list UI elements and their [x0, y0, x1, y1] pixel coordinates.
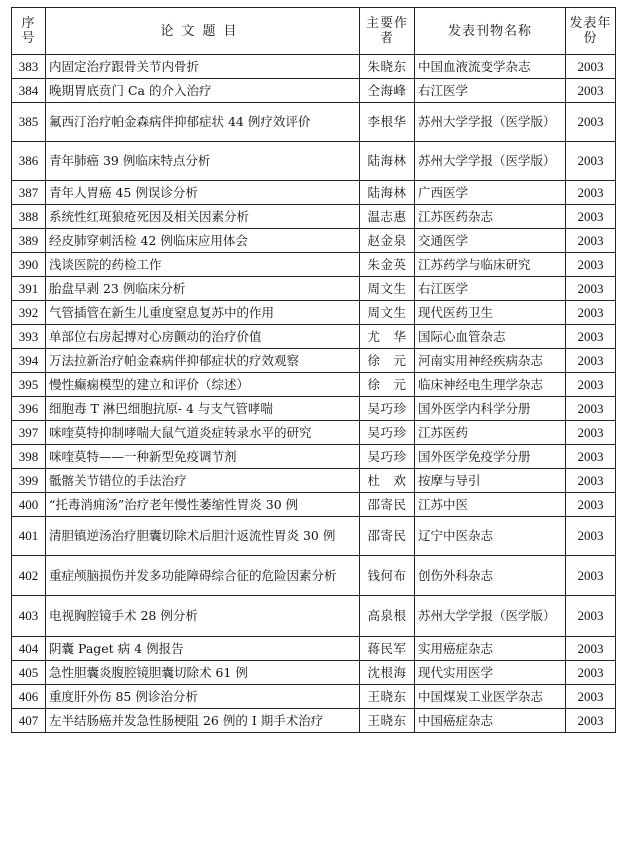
- header-row: [12, 8, 616, 55]
- author-name: 温志惠: [360, 205, 415, 229]
- row-number: 393: [12, 325, 46, 349]
- publish-year: 2003: [566, 142, 616, 181]
- row-number: 399: [12, 469, 46, 493]
- header-year: 发表年份: [566, 8, 616, 55]
- table-row: [12, 205, 616, 229]
- row-number: 401: [12, 517, 46, 556]
- journal-name: 国外医学免疫学分册: [415, 445, 566, 469]
- paper-title: 浅谈医院的药检工作: [46, 253, 360, 277]
- paper-title: 咪喹莫特抑制哮喘大鼠气道炎症转录水平的研究: [46, 421, 360, 445]
- publish-year: 2003: [566, 253, 616, 277]
- paper-title: 单部位右房起搏对心房颤动的治疗价值: [46, 325, 360, 349]
- row-number: 402: [12, 556, 46, 596]
- table-row: [12, 469, 616, 493]
- author-name: 仝海峰: [360, 79, 415, 103]
- author-name: 徐 元: [360, 373, 415, 397]
- row-number: 385: [12, 103, 46, 142]
- journal-name: 右江医学: [415, 79, 566, 103]
- table-row: [12, 142, 616, 181]
- author-name: 钱何布: [360, 556, 415, 596]
- publish-year: 2003: [566, 205, 616, 229]
- journal-name: 国际心血管杂志: [415, 325, 566, 349]
- publish-year: 2003: [566, 103, 616, 142]
- paper-title: 经皮肺穿刺活检 42 例临床应用体会: [46, 229, 360, 253]
- author-name: 朱晓东: [360, 55, 415, 79]
- row-number: 403: [12, 596, 46, 637]
- paper-title: 内固定治疗跟骨关节内骨折: [46, 55, 360, 79]
- publish-year: 2003: [566, 709, 616, 733]
- journal-name: 苏州大学学报（医学版）: [415, 596, 566, 637]
- header-journal: 发表刊物名称: [415, 8, 566, 55]
- author-name: 尤 华: [360, 325, 415, 349]
- journal-name: 苏州大学学报（医学版）: [415, 142, 566, 181]
- document-page: [11, 7, 615, 733]
- table-row: [12, 596, 616, 637]
- paper-title: 阴囊 Paget 病 4 例报告: [46, 637, 360, 661]
- author-name: 王晓东: [360, 709, 415, 733]
- publish-year: 2003: [566, 637, 616, 661]
- table-row: [12, 556, 616, 596]
- publish-year: 2003: [566, 661, 616, 685]
- publish-year: 2003: [566, 277, 616, 301]
- journal-name: 江苏中医: [415, 493, 566, 517]
- author-name: 高泉根: [360, 596, 415, 637]
- author-name: 邵寄民: [360, 517, 415, 556]
- author-name: 王晓东: [360, 685, 415, 709]
- table-row: [12, 181, 616, 205]
- row-number: 394: [12, 349, 46, 373]
- paper-title: 电视胸腔镜手术 28 例分析: [46, 596, 360, 637]
- paper-list-table: [11, 7, 616, 733]
- author-name: 吴巧珍: [360, 445, 415, 469]
- paper-title: “托毒消痈汤”治疗老年慢性萎缩性胃炎 30 例: [46, 493, 360, 517]
- paper-title: 重度肝外伤 85 例诊治分析: [46, 685, 360, 709]
- author-name: 朱金英: [360, 253, 415, 277]
- paper-title: 骶髂关节错位的手法治疗: [46, 469, 360, 493]
- paper-title: 青年肺癌 39 例临床特点分析: [46, 142, 360, 181]
- publish-year: 2003: [566, 397, 616, 421]
- author-name: 陆海林: [360, 142, 415, 181]
- journal-name: 江苏药学与临床研究: [415, 253, 566, 277]
- publish-year: 2003: [566, 79, 616, 103]
- author-name: 陆海林: [360, 181, 415, 205]
- journal-name: 按摩与导引: [415, 469, 566, 493]
- journal-name: 交通医学: [415, 229, 566, 253]
- table-row: [12, 397, 616, 421]
- journal-name: 辽宁中医杂志: [415, 517, 566, 556]
- paper-title: 细胞毒 T 淋巴细胞抗原- 4 与支气管哮喘: [46, 397, 360, 421]
- publish-year: 2003: [566, 517, 616, 556]
- table-row: [12, 325, 616, 349]
- paper-title: 系统性红斑狼疮死因及相关因素分析: [46, 205, 360, 229]
- table-row: [12, 253, 616, 277]
- publish-year: 2003: [566, 373, 616, 397]
- paper-title: 胎盘早剥 23 例临床分析: [46, 277, 360, 301]
- publish-year: 2003: [566, 493, 616, 517]
- publish-year: 2003: [566, 325, 616, 349]
- paper-title: 气管插管在新生儿重度窒息复苏中的作用: [46, 301, 360, 325]
- author-name: 杜 欢: [360, 469, 415, 493]
- table-row: [12, 349, 616, 373]
- journal-name: 中国癌症杂志: [415, 709, 566, 733]
- paper-title: 清胆镇逆汤治疗胆囊切除术后胆汁返流性胃炎 30 例: [46, 517, 360, 556]
- author-name: 沈根海: [360, 661, 415, 685]
- header-author: 主要作者: [360, 8, 415, 55]
- paper-title: 左半结肠癌并发急性肠梗阻 26 例的 I 期手术治疗: [46, 709, 360, 733]
- journal-name: 中国煤炭工业医学杂志: [415, 685, 566, 709]
- author-name: 李根华: [360, 103, 415, 142]
- journal-name: 中国血液流变学杂志: [415, 55, 566, 79]
- author-name: 吴巧珍: [360, 397, 415, 421]
- row-number: 390: [12, 253, 46, 277]
- publish-year: 2003: [566, 469, 616, 493]
- publish-year: 2003: [566, 229, 616, 253]
- journal-name: 右江医学: [415, 277, 566, 301]
- row-number: 389: [12, 229, 46, 253]
- publish-year: 2003: [566, 421, 616, 445]
- row-number: 406: [12, 685, 46, 709]
- header-title: 论文题目: [46, 8, 360, 55]
- row-number: 392: [12, 301, 46, 325]
- publish-year: 2003: [566, 349, 616, 373]
- row-number: 384: [12, 79, 46, 103]
- publish-year: 2003: [566, 301, 616, 325]
- journal-name: 河南实用神经疾病杂志: [415, 349, 566, 373]
- row-number: 398: [12, 445, 46, 469]
- publish-year: 2003: [566, 181, 616, 205]
- paper-title: 万法拉新治疗帕金森病伴抑郁症状的疗效观察: [46, 349, 360, 373]
- paper-title: 慢性癫痫模型的建立和评价（综述）: [46, 373, 360, 397]
- journal-name: 国外医学内科学分册: [415, 397, 566, 421]
- table-row: [12, 103, 616, 142]
- table-row: [12, 373, 616, 397]
- journal-name: 实用癌症杂志: [415, 637, 566, 661]
- publish-year: 2003: [566, 55, 616, 79]
- publish-year: 2003: [566, 685, 616, 709]
- author-name: 吴巧珍: [360, 421, 415, 445]
- row-number: 386: [12, 142, 46, 181]
- journal-name: 现代实用医学: [415, 661, 566, 685]
- publish-year: 2003: [566, 445, 616, 469]
- paper-title: 重症颅脑损伤并发多功能障碍综合征的危险因素分析: [46, 556, 360, 596]
- row-number: 400: [12, 493, 46, 517]
- journal-name: 江苏医药杂志: [415, 205, 566, 229]
- table-row: [12, 685, 616, 709]
- table-row: [12, 637, 616, 661]
- row-number: 404: [12, 637, 46, 661]
- journal-name: 江苏医药: [415, 421, 566, 445]
- journal-name: 现代医药卫生: [415, 301, 566, 325]
- table-row: [12, 55, 616, 79]
- table-row: [12, 79, 616, 103]
- row-number: 396: [12, 397, 46, 421]
- row-number: 407: [12, 709, 46, 733]
- row-number: 383: [12, 55, 46, 79]
- author-name: 邵寄民: [360, 493, 415, 517]
- table-row: [12, 277, 616, 301]
- journal-name: 临床神经电生理学杂志: [415, 373, 566, 397]
- row-number: 405: [12, 661, 46, 685]
- header-no: 序号: [12, 8, 46, 55]
- row-number: 395: [12, 373, 46, 397]
- journal-name: 创伤外科杂志: [415, 556, 566, 596]
- journal-name: 广西医学: [415, 181, 566, 205]
- paper-title: 咪喹莫特——一种新型免疫调节剂: [46, 445, 360, 469]
- publish-year: 2003: [566, 556, 616, 596]
- table-row: [12, 421, 616, 445]
- author-name: 赵金泉: [360, 229, 415, 253]
- author-name: 徐 元: [360, 349, 415, 373]
- table-row: [12, 493, 616, 517]
- publish-year: 2003: [566, 596, 616, 637]
- table-row: [12, 301, 616, 325]
- row-number: 387: [12, 181, 46, 205]
- table-row: [12, 661, 616, 685]
- row-number: 397: [12, 421, 46, 445]
- paper-title: 急性胆囊炎腹腔镜胆囊切除术 61 例: [46, 661, 360, 685]
- author-name: 蒋民军: [360, 637, 415, 661]
- row-number: 388: [12, 205, 46, 229]
- author-name: 周文生: [360, 277, 415, 301]
- table-row: [12, 229, 616, 253]
- journal-name: 苏州大学学报（医学版）: [415, 103, 566, 142]
- paper-title: 晚期胃底贲门 Ca 的介入治疗: [46, 79, 360, 103]
- paper-title: 氟西汀治疗帕金森病伴抑郁症状 44 例疗效评价: [46, 103, 360, 142]
- table-row: [12, 445, 616, 469]
- row-number: 391: [12, 277, 46, 301]
- paper-title: 青年人胃癌 45 例误诊分析: [46, 181, 360, 205]
- table-row: [12, 709, 616, 733]
- table-row: [12, 517, 616, 556]
- author-name: 周文生: [360, 301, 415, 325]
